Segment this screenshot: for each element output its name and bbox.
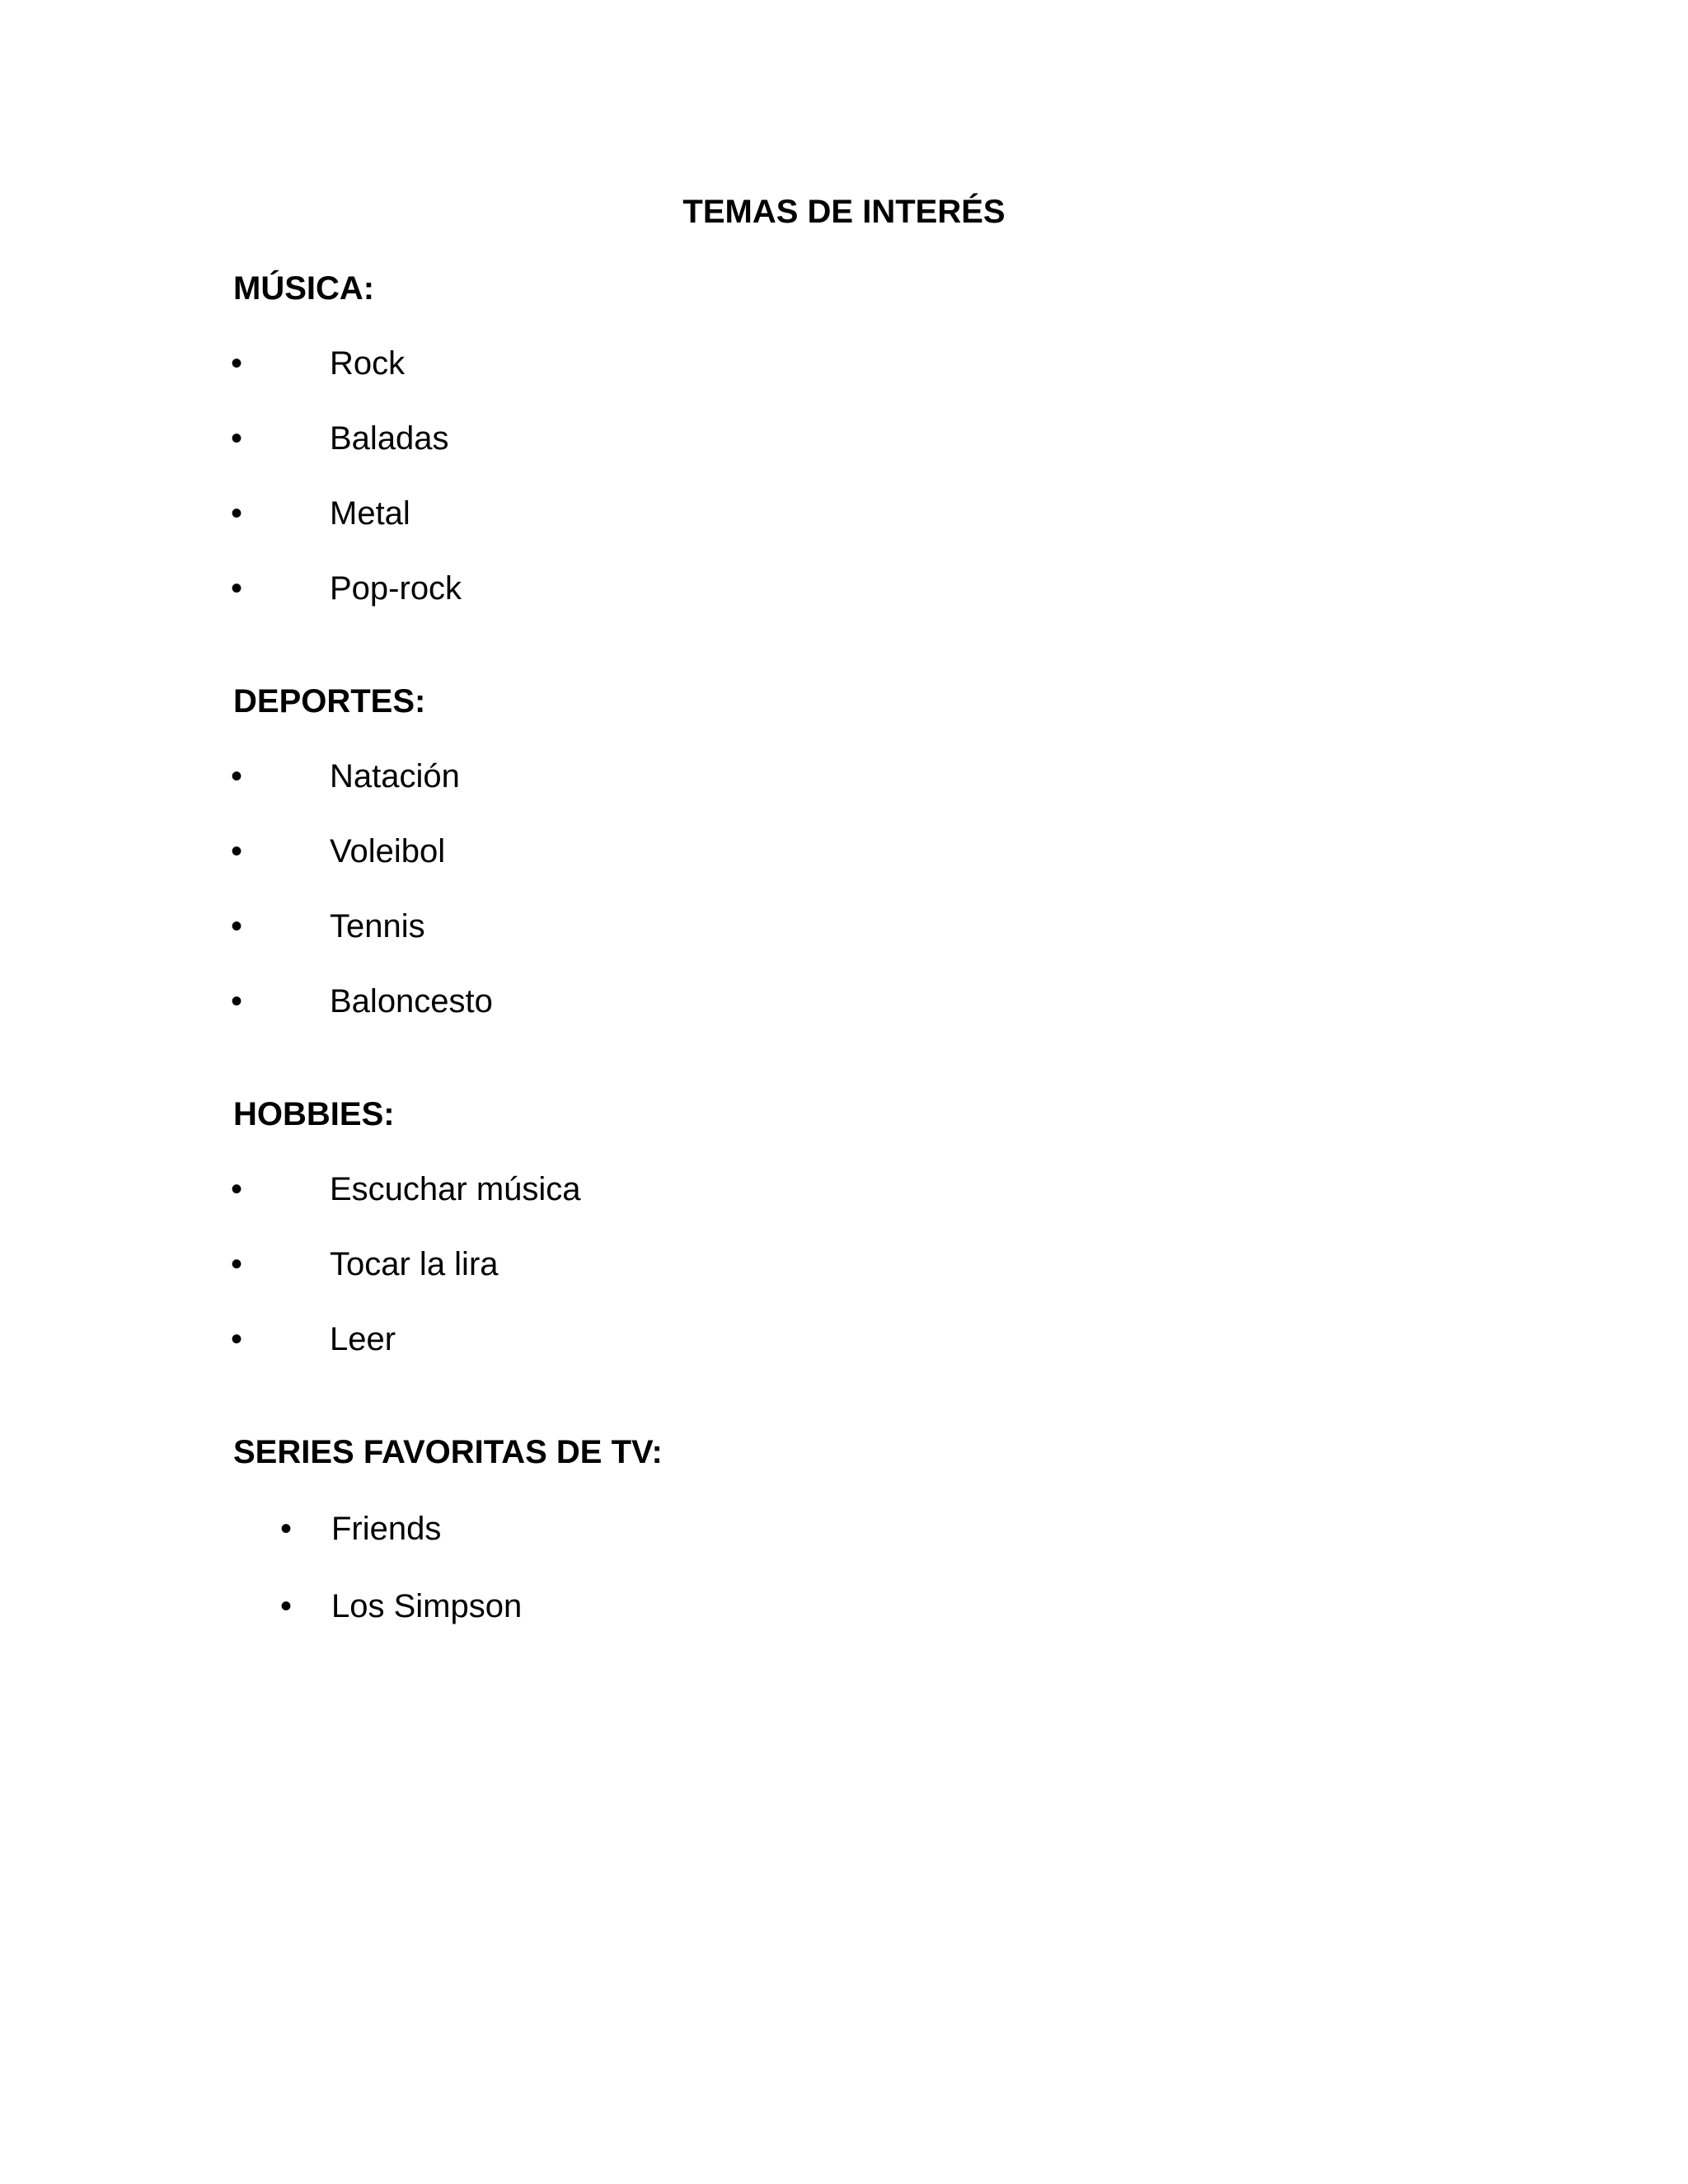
section-heading-deportes: DEPORTES: <box>233 683 426 719</box>
bullet-icon: • <box>231 570 243 607</box>
list-item: Leer <box>330 1321 396 1357</box>
bullet-icon: • <box>231 983 243 1019</box>
list-item: Friends <box>331 1511 442 1547</box>
section-heading-series: SERIES FAVORITAS DE TV: <box>233 1434 663 1470</box>
section-heading-hobbies: HOBBIES: <box>233 1096 395 1132</box>
document-title: TEMAS DE INTERÉS <box>682 194 1006 230</box>
list-item: Baloncesto <box>330 983 493 1019</box>
list-item: Tocar la lira <box>330 1246 499 1282</box>
bullet-icon: • <box>231 345 243 382</box>
bullet-icon: • <box>231 495 243 532</box>
list-item: Voleibol <box>330 833 446 869</box>
bullet-icon: • <box>231 1171 243 1207</box>
list-item: Los Simpson <box>331 1588 523 1624</box>
list-item: Tennis <box>330 908 425 944</box>
bullet-icon: • <box>231 1246 243 1282</box>
list-item: Escuchar música <box>330 1171 581 1207</box>
bullet-icon: • <box>231 758 243 794</box>
section-heading-musica: MÚSICA: <box>233 270 375 307</box>
bullet-icon: • <box>231 420 243 457</box>
bullet-icon: • <box>231 1321 243 1357</box>
bullet-icon: • <box>280 1588 293 1624</box>
bullet-icon: • <box>231 908 243 944</box>
list-item: Natación <box>330 758 460 794</box>
bullet-icon: • <box>280 1511 293 1547</box>
bullet-icon: • <box>231 833 243 869</box>
list-item: Pop-rock <box>330 570 462 607</box>
list-item: Baladas <box>330 420 449 457</box>
list-item: Rock <box>330 345 406 382</box>
list-item: Metal <box>330 495 410 532</box>
